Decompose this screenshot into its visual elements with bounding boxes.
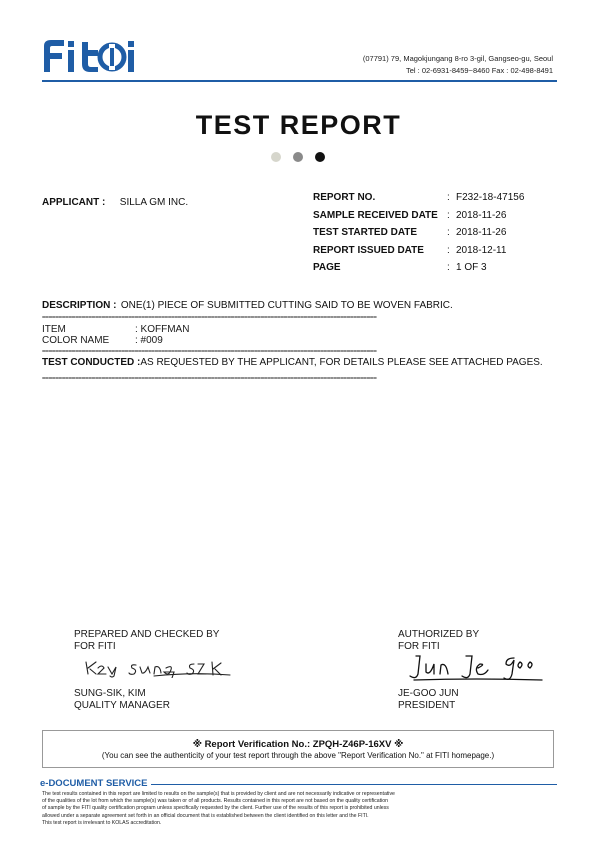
decorative-dots (271, 152, 331, 164)
sample-received-value: 2018-11-26 (456, 209, 507, 221)
disclaimer-line: allowed under a separate agreement set forth in an official document that is established between the client identified on this letter and the FITI. (42, 812, 369, 819)
color-value: : #009 (135, 335, 163, 346)
report-issued-label: REPORT ISSUED DATE (313, 244, 424, 256)
applicant-value: SILLA GM INC. (119, 197, 189, 208)
report-no-label: REPORT NO. (313, 192, 376, 203)
page-label: PAGE (313, 262, 341, 273)
dot-dark (315, 152, 325, 162)
separator-line: ===================================================================================================== (42, 376, 377, 382)
edocument-divider (151, 784, 557, 785)
test-conducted-label: TEST CONDUCTED : (42, 357, 141, 368)
disclaimer (42, 791, 472, 827)
description-value: ONE(1) PIECE OF SUBMITTED CUTTING SAID TO BE WOVEN FABRIC. (120, 300, 453, 311)
report-no-value: F232-18-47156 (456, 192, 525, 203)
disclaimer-line: This test report is irrelevant to KOLAS accreditation. (42, 819, 162, 826)
disclaimer-line: The test results contained in this report are limited to results on the sample(s) that is provided by client and are not necessarily indicative or representative (42, 791, 395, 797)
page-title: TEST REPORT (195, 110, 402, 140)
authorizer-signature (406, 652, 546, 686)
preparer-name: SUNG-SIK, KIM (74, 688, 146, 699)
description-label: DESCRIPTION : (42, 300, 117, 311)
sample-received-label: SAMPLE RECEIVED DATE (313, 209, 438, 221)
authorized-by-label: AUTHORIZED BY (398, 629, 480, 640)
separator-line: ===================================================================================================== (42, 349, 377, 355)
item-label: ITEM (42, 324, 66, 335)
disclaimer-line: of the qualities of the lot from which the sample(s) was taken or of all products. Results contained in this report are not based on the quality certification (42, 798, 389, 805)
test-started-label: TEST STARTED DATE (313, 227, 418, 238)
verification-number: ※ Report Verification No.: ZPQH-Z46P-16XV ※ (192, 739, 404, 750)
authorizer-name: JE-GOO JUN (398, 688, 459, 699)
for-fiti-label: FOR FITI (398, 640, 440, 652)
page-value: 1 OF 3 (456, 262, 487, 273)
prepared-by-label: PREPARED AND CHECKED BY (74, 629, 220, 640)
applicant-field (42, 192, 188, 210)
fiti-logo (42, 36, 138, 76)
preparer-signature (84, 654, 232, 678)
edocument-title: e-DOCUMENT SERVICE (40, 778, 148, 789)
authorizer-role: PRESIDENT (398, 699, 456, 711)
color-label: COLOR NAME (42, 335, 110, 346)
address-line: (07791) 79, Magokjungang 8-ro 3-gil, Gangseo-gu, Seoul (362, 54, 553, 63)
verification-box (42, 730, 554, 768)
test-started-value: 2018-11-26 (456, 227, 507, 238)
disclaimer-line: of sample by the FITI quality certification program unless specifically requested by the client. Further use of the results of this report is prohibited unless (42, 805, 389, 812)
report-issued-value: 2018-12-11 (456, 244, 507, 256)
test-conducted-field (42, 357, 543, 368)
company-address (363, 53, 553, 77)
applicant-label: APPLICANT : (42, 197, 106, 208)
header-divider (42, 80, 557, 82)
dot-mid (293, 152, 303, 162)
verification-note: (You can see the authenticity of your test report through the above "Report Verification No." at FITI homepage.) (101, 751, 495, 760)
separator-line: ===================================================================================================== (42, 315, 377, 321)
contact-line: Tel : 02-6931-8459~8460 Fax : 02-498-8491 (406, 66, 553, 75)
description-field (42, 295, 453, 313)
preparer-role: QUALITY MANAGER (74, 699, 170, 711)
for-fiti-label: FOR FITI (74, 640, 116, 652)
item-value: : KOFFMAN (135, 324, 190, 335)
test-conducted-value: AS REQUESTED BY THE APPLICANT, FOR DETAILS PLEASE SEE ATTACHED PAGES. (140, 357, 543, 368)
dot-light (271, 152, 281, 162)
